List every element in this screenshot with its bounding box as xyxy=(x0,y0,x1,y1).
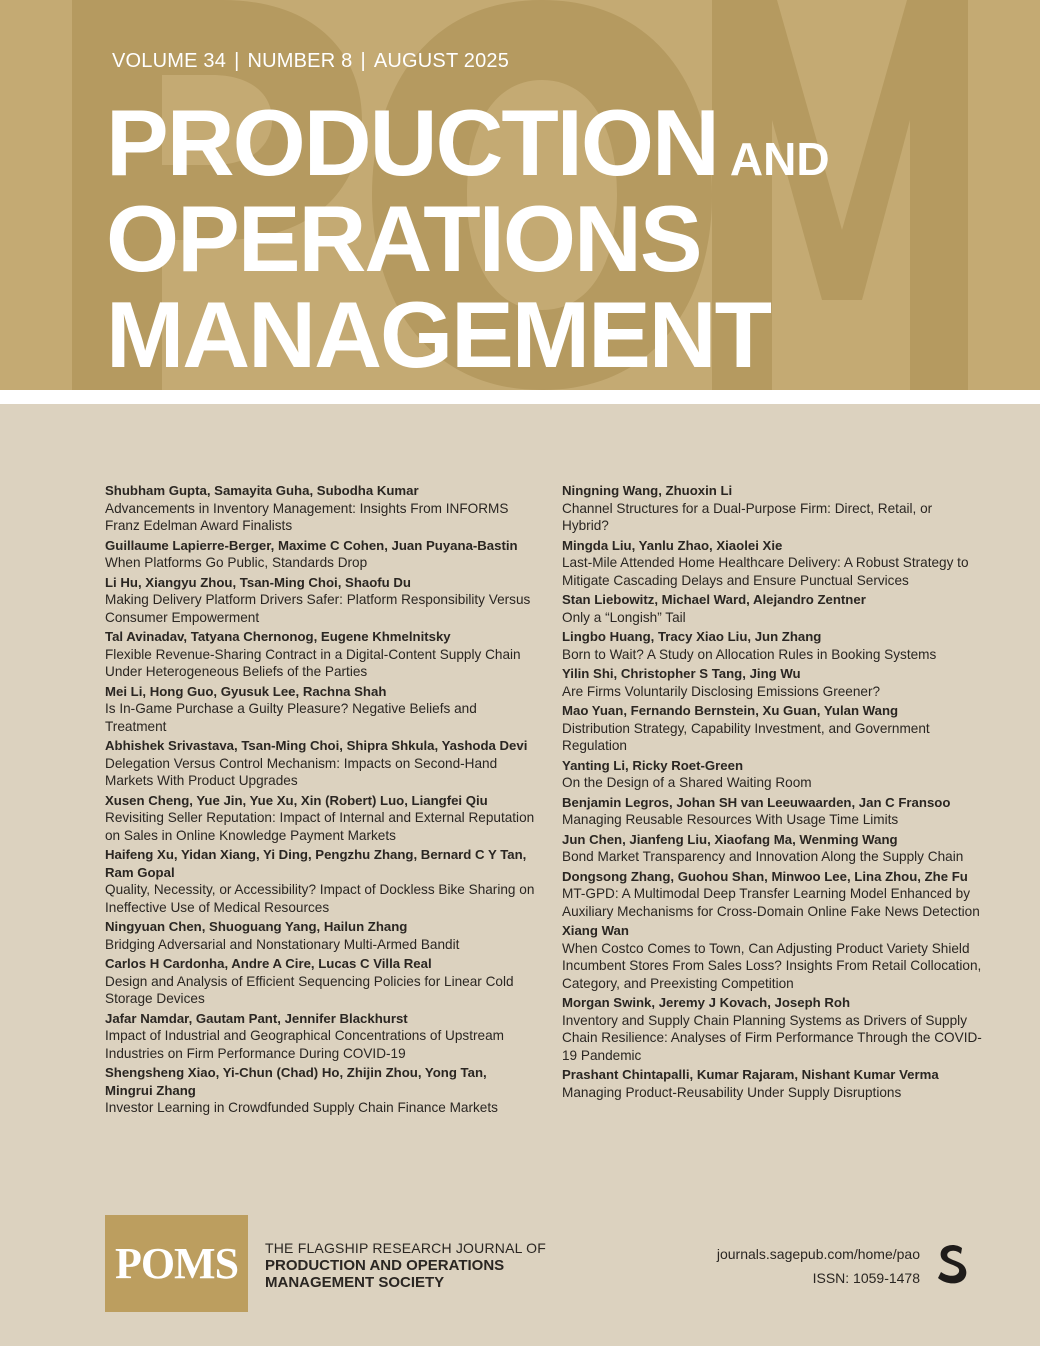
article-authors: Dongsong Zhang, Guohou Shan, Minwoo Lee, Lina Zhou, Zhe Fu xyxy=(562,868,968,884)
article-authors: Morgan Swink, Jeremy J Kovach, Joseph Roh xyxy=(562,995,851,1010)
article-title[interactable]: Channel Structures for a Dual-Purpose Firm: Direct, Retail, or Hybrid? xyxy=(562,500,933,533)
article-entry[interactable] xyxy=(562,794,982,829)
title-production: PRODUCTION xyxy=(106,90,718,195)
article-entry[interactable] xyxy=(562,922,982,992)
journal-title-line3: MANAGEMENT xyxy=(106,282,771,387)
article-authors: Jafar Namdar, Gautam Pant, Jennifer Blackhurst xyxy=(105,1010,408,1026)
article-authors: Mei Li, Hong Guo, Gyusuk Lee, Rachna Shah xyxy=(105,683,387,699)
article-authors: Ningning Wang, Zhuoxin Li xyxy=(562,483,733,498)
journal-title-line1 xyxy=(106,90,830,195)
flagship-line3: MANAGEMENT SOCIETY xyxy=(265,1274,445,1291)
article-entry[interactable] xyxy=(105,737,535,790)
article-entry[interactable] xyxy=(105,1064,535,1117)
article-entry[interactable] xyxy=(105,482,535,535)
contents-left-column xyxy=(105,482,535,1119)
article-authors: Guillaume Lapierre-Berger, Maxime C Cohen, Juan Puyana-Bastin xyxy=(105,537,518,553)
article-title[interactable]: Are Firms Voluntarily Disclosing Emissions Greener? xyxy=(562,683,881,699)
article-entry[interactable] xyxy=(562,868,982,921)
article-entry[interactable] xyxy=(562,702,982,755)
article-entry[interactable] xyxy=(562,537,982,590)
article-authors: Mao Yuan, Fernando Bernstein, Xu Guan, Yulan Wang xyxy=(562,703,899,718)
article-title[interactable]: Quality, Necessity, or Accessibility? Impact of Dockless Bike Sharing on Ineffective Use of Medical Resources xyxy=(105,882,535,915)
article-authors: Li Hu, Xiangyu Zhou, Tsan-Ming Choi, Shaofu Du xyxy=(105,574,411,590)
article-title[interactable]: Only a “Longish” Tail xyxy=(562,609,686,625)
article-title[interactable]: Managing Reusable Resources With Usage Time Limits xyxy=(562,812,899,827)
article-title[interactable]: Design and Analysis of Efficient Sequencing Policies for Linear Cold Storage Devices xyxy=(105,973,514,1006)
sage-s-logo-icon xyxy=(936,1244,968,1286)
article-title[interactable]: Distribution Strategy, Capability Investment, and Government Regulation xyxy=(562,720,930,753)
article-entry[interactable] xyxy=(562,482,982,535)
journal-url[interactable]: journals.sagepub.com/home/pao xyxy=(716,1246,920,1262)
article-entry[interactable] xyxy=(105,628,535,681)
article-authors: Xiang Wan xyxy=(562,923,629,938)
article-title[interactable]: Making Delivery Platform Drivers Safer: Platform Responsibility Versus Consumer Empowerment xyxy=(105,592,531,625)
article-title[interactable]: MT-GPD: A Multimodal Deep Transfer Learning Model Enhanced by Auxiliary Mechanisms for Cross-Domain Online Fake News Detection xyxy=(562,886,980,919)
article-authors: Abhishek Srivastava, Tsan-Ming Choi, Shipra Shkula, Yashoda Devi xyxy=(105,738,528,753)
issn-label: ISSN: 1059-1478 xyxy=(812,1270,920,1286)
article-title[interactable]: Bridging Adversarial and Nonstationary Multi-Armed Bandit xyxy=(105,936,460,952)
article-authors: Ningyuan Chen, Shuoguang Yang, Hailun Zhang xyxy=(105,919,408,934)
article-title[interactable]: Flexible Revenue-Sharing Contract in a Digital-Content Supply Chain Under Heterogeneous Beliefs of the Parties xyxy=(105,646,521,679)
article-title[interactable]: Bond Market Transparency and Innovation Along the Supply Chain xyxy=(562,849,964,864)
article-entry[interactable] xyxy=(105,537,535,572)
article-entry[interactable] xyxy=(562,994,982,1064)
flagship-line2: PRODUCTION AND OPERATIONS xyxy=(265,1257,505,1274)
contents-right-column xyxy=(562,482,982,1103)
journal-title-line2: OPERATIONS xyxy=(106,186,701,291)
article-authors: Prashant Chintapalli, Kumar Rajaram, Nishant Kumar Verma xyxy=(562,1067,939,1082)
article-authors: Lingbo Huang, Tracy Xiao Liu, Jun Zhang xyxy=(562,629,822,644)
article-title[interactable]: Advancements in Inventory Management: Insights From INFORMS Franz Edelman Award Finalists xyxy=(105,500,509,533)
poms-logo-text: POMS xyxy=(114,1239,239,1288)
article-authors: Mingda Liu, Yanlu Zhao, Xiaolei Xie xyxy=(562,537,783,553)
article-title[interactable]: When Platforms Go Public, Standards Drop xyxy=(105,555,368,570)
article-entry[interactable] xyxy=(562,591,982,626)
poms-logo xyxy=(105,1215,248,1312)
divider-band xyxy=(0,390,1040,404)
article-title[interactable]: Delegation Versus Control Mechanism: Impacts on Second-Hand Markets With Product Upgrades xyxy=(105,755,498,788)
issue-info xyxy=(112,50,509,73)
date-label: AUGUST 2025 xyxy=(373,50,510,72)
article-title[interactable]: Revisiting Seller Reputation: Impact of Internal and External Reputation on Sales in Online Knowledge Payment Markets xyxy=(105,810,535,843)
cover-header xyxy=(0,0,1040,390)
volume-label: VOLUME 34 xyxy=(112,50,227,72)
article-title[interactable]: On the Design of a Shared Waiting Room xyxy=(562,775,812,790)
article-authors: Stan Liebowitz, Michael Ward, Alejandro Zentner xyxy=(562,592,866,607)
article-entry[interactable] xyxy=(562,665,982,700)
article-entry[interactable] xyxy=(105,683,535,736)
separator: | xyxy=(234,50,240,72)
article-title[interactable]: Investor Learning in Crowdfunded Supply Chain Finance Markets xyxy=(105,1100,498,1115)
article-authors: Benjamin Legros, Johan SH van Leeuwaarden, Jan C Fransoo xyxy=(562,794,951,810)
article-entry[interactable] xyxy=(105,918,535,953)
article-entry[interactable] xyxy=(562,628,982,663)
article-authors: Carlos H Cardonha, Andre A Cire, Lucas C Villa Real xyxy=(105,956,432,971)
article-entry[interactable] xyxy=(562,757,982,792)
flagship-text xyxy=(265,1240,546,1291)
article-title[interactable]: Last-Mile Attended Home Healthcare Delivery: A Robust Strategy to Mitigate Cascading Delays and Ensure Punctual Services xyxy=(562,555,969,588)
article-title[interactable]: Inventory and Supply Chain Planning Systems as Drivers of Supply Chain Resilience: Analyses of Firm Performance Through the COVID-19 Pandemic xyxy=(562,1012,982,1063)
article-entry[interactable] xyxy=(105,574,535,627)
article-authors: Shubham Gupta, Samayita Guha, Subodha Kumar xyxy=(105,483,419,498)
number-label: NUMBER 8 xyxy=(247,50,353,72)
article-entry[interactable] xyxy=(562,1066,982,1101)
article-authors: Shengsheng Xiao, Yi-Chun (Chad) Ho, Zhijin Zhou, Yong Tan, Mingrui Zhang xyxy=(105,1065,487,1098)
article-entry[interactable] xyxy=(105,955,535,1008)
article-title[interactable]: Impact of Industrial and Geographical Concentrations of Upstream Industries on Firm Performance During COVID-19 xyxy=(105,1028,504,1061)
separator: | xyxy=(360,50,366,72)
title-and: AND xyxy=(729,133,830,185)
article-authors: Xusen Cheng, Yue Jin, Yue Xu, Xin (Robert) Luo, Liangfei Qiu xyxy=(105,792,488,808)
article-authors: Yilin Shi, Christopher S Tang, Jing Wu xyxy=(562,666,801,681)
article-title[interactable]: Is In-Game Purchase a Guilty Pleasure? Negative Beliefs and Treatment xyxy=(105,701,477,734)
article-entry[interactable] xyxy=(562,831,982,866)
article-title[interactable]: Managing Product-Reusability Under Supply Disruptions xyxy=(562,1084,902,1100)
article-authors: Tal Avinadav, Tatyana Chernonog, Eugene Khmelnitsky xyxy=(105,629,451,644)
article-authors: Jun Chen, Jianfeng Liu, Xiaofang Ma, Wenming Wang xyxy=(562,831,898,847)
article-entry[interactable] xyxy=(105,792,535,845)
article-title[interactable]: Born to Wait? A Study on Allocation Rules in Booking Systems xyxy=(562,646,937,662)
article-authors: Haifeng Xu, Yidan Xiang, Yi Ding, Pengzhu Zhang, Bernard C Y Tan, Ram Gopal xyxy=(105,847,527,880)
article-entry[interactable] xyxy=(105,1010,535,1063)
article-entry[interactable] xyxy=(105,846,535,916)
article-authors: Yanting Li, Ricky Roet-Green xyxy=(562,757,743,773)
flagship-line1: THE FLAGSHIP RESEARCH JOURNAL OF xyxy=(265,1240,547,1256)
article-title[interactable]: When Costco Comes to Town, Can Adjusting Product Variety Shield Incumbent Stores From Sales Loss? Insights From Retail Collocation, Category, and Preexisting Competition xyxy=(562,940,982,991)
